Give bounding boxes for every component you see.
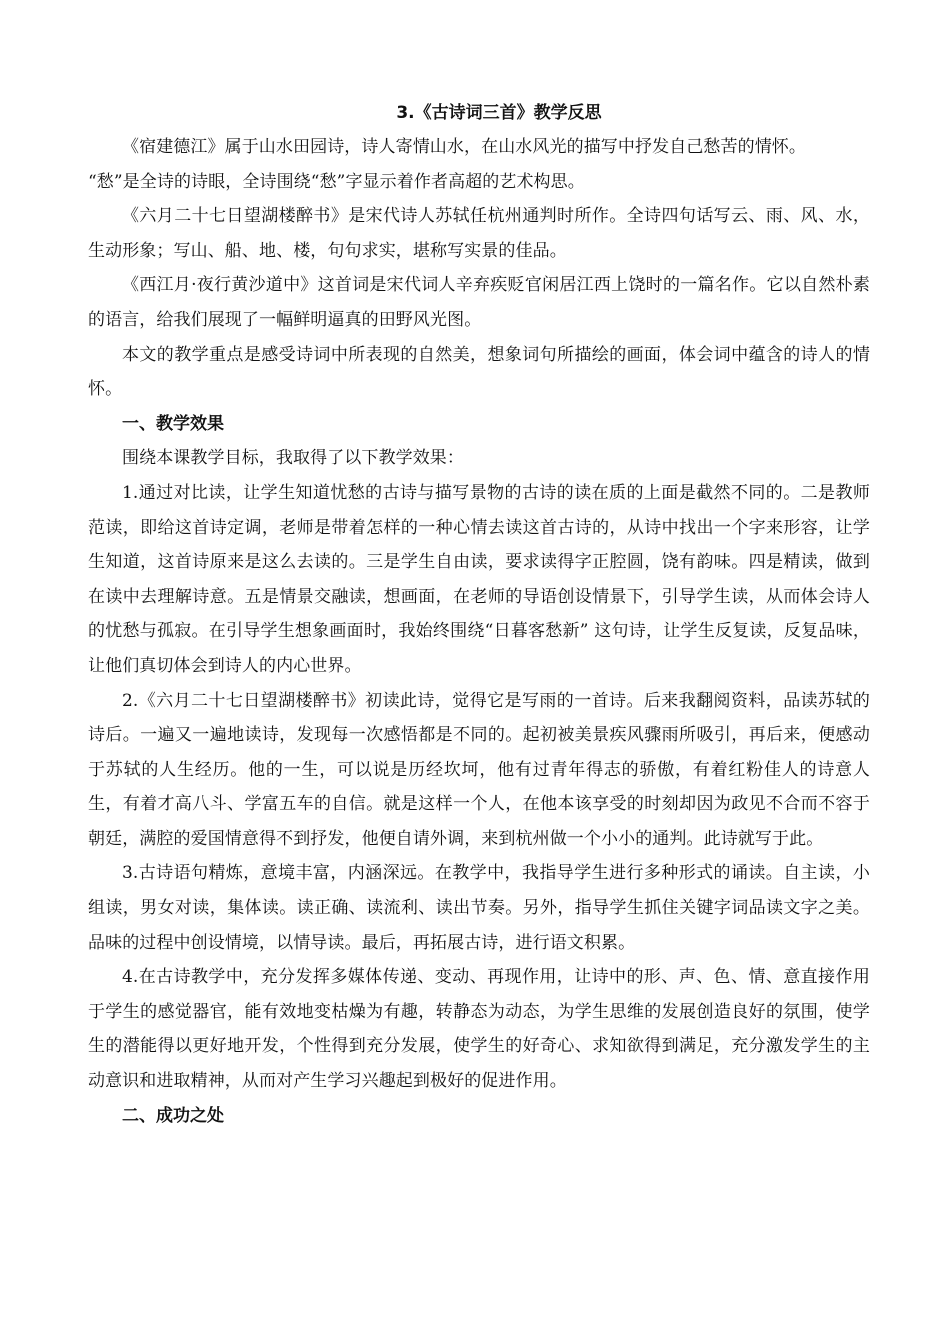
document-page (88, 96, 870, 1133)
intro-paragraph-5: 本文的教学重点是感受诗词中所表现的自然美，想象词句所描绘的画面，体会词中蕴含的诗人的情怀。 (88, 344, 870, 400)
intro-paragraph-2: “愁”是全诗的诗眼，全诗围绕“愁”字显示着作者高超的艺术构思。 (88, 171, 585, 192)
intro-paragraph-3: 《六月二十七日望湖楼醉书》是宋代诗人苏轼任杭州通判时所作。全诗四句话写云、雨、风、水，生动形象；写山、船、地、楼，句句求实，堪称写实景的佳品。 (88, 206, 870, 261)
section1-point-1: 1.通过对比读，让学生知道忧愁的古诗与描写景物的古诗的读在质的上面是截然不同的。二是教师范读，即给这首诗定调，老师是带着怎样的一种心情去读这首古诗的，从诗中找出一个字来形容，让学生知道，这首诗原来是这么去读的。三是学生自由读，要求读得字正腔圆，饶有韵味。四是精读，做到在读中去理解诗意。五是情景交融读，想画面，在老师的导语创设情景下，引导学生读，从而体会诗人的忧愁与孤寂。在引导学生想象画面时，我始终围绕“日暮客愁新” 这句诗，让学生反复读，反复品味，让他们真切体会到诗人的内心世界。 (88, 482, 870, 676)
section1-point-2: 2.《六月二十七日望湖楼醉书》初读此诗，觉得它是写雨的一首诗。后来我翻阅资料，品读苏轼的诗后。一遍又一遍地读诗，发现每一次感悟都是不同的。起初被美景疾风骤雨所吸引，再后来，便感动于苏轼的人生经历。他的一生，可以说是历经坎坷，他有过青年得志的骄傲，有着红粉佳人的诗意人生，有着才高八斗、学富五车的自信。就是这样一个人，在他本该享受的时刻却因为政见不合而不容于朝廷，满腔的爱国情意得不到抒发，他便自请外调，来到杭州做一个小小的通判。此诗就写于此。 (88, 690, 870, 849)
section-heading-success: 二、成功之处 (122, 1105, 224, 1126)
section1-lead: 围绕本课教学目标，我取得了以下教学效果： (122, 448, 464, 469)
intro-paragraph-1: 《宿建德江》属于山水田园诗，诗人寄情山水，在山水风光的描写中抒发自己愁苦的情怀。 (122, 137, 806, 157)
document-title: 3.《古诗词三首》教学反思 (396, 103, 602, 123)
section-heading-teaching-effect: 一、教学效果 (122, 413, 224, 434)
intro-paragraph-4: 《西江月·夜行黄沙道中》这首词是宋代词人辛弃疾贬官闲居江西上饶时的一篇名作。它以自然朴素的语言，给我们展现了一幅鲜明逼真的田野风光图。 (88, 275, 870, 330)
section1-point-3: 3.古诗语句精炼，意境丰富，内涵深远。在教学中，我指导学生进行多种形式的诵读。自主读，小组读，男女对读，集体读。读正确、读流利、读出节奏。另外，指导学生抓住关键字词品读文字之美。品味的过程中创设情境，以情导读。最后，再拓展古诗，进行语文积累。 (88, 863, 870, 953)
section1-point-4: 4.在古诗教学中，充分发挥多媒体传递、变动、再现作用，让诗中的形、声、色、情、意直接作用于学生的感觉器官，能有效地变枯燥为有趣，转静态为动态，为学生思维的发展创造良好的氛围，使学生的潜能得以更好地开发，个性得到充分发展，使学生的好奇心、求知欲得到满足，充分激发学生的主动意识和进取精神，从而对产生学习兴趣起到极好的促进作用。 (88, 967, 870, 1092)
